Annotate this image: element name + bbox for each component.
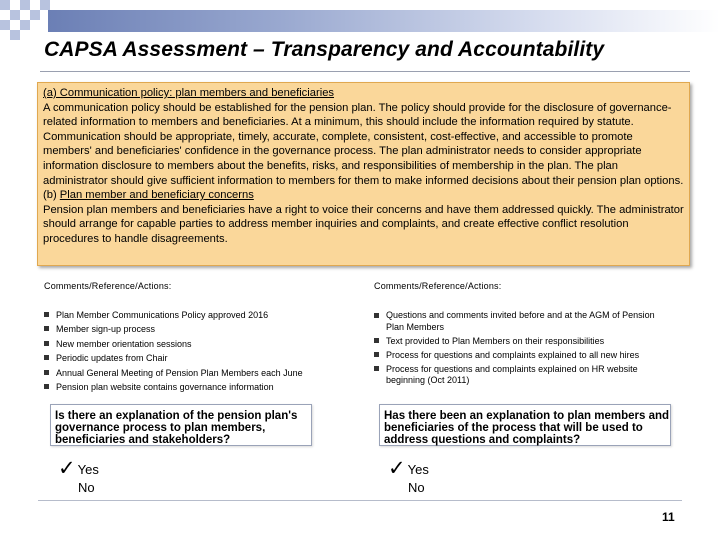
- list-item: Process for questions and complaints explained to all new hires: [374, 350, 674, 362]
- header-gradient-bar: [48, 10, 720, 32]
- policy-b-body: Pension plan members and beneficiaries have a right to voice their concerns and have them addressed quickly. The administrator should arrange for capable parties to address member inquiries and complaints, and create effective conflict resolution procedures to handle disagreements.: [43, 203, 684, 245]
- left-question: Is there an explanation of the pension plan's governance process to plan members, beneficiaries and stakeholders?: [55, 410, 298, 446]
- list-item: Periodic updates from Chair: [44, 351, 354, 365]
- right-no-label: No: [408, 480, 425, 495]
- list-item: New member orientation sessions: [44, 337, 354, 351]
- policy-a-heading: (a) Communication policy: plan members and beneficiaries: [43, 87, 335, 99]
- list-item: Pension plan website contains governance information: [44, 380, 354, 394]
- title-divider: [40, 71, 690, 72]
- page-title: CAPSA Assessment – Transparency and Accountability: [44, 38, 605, 61]
- list-item: Plan Member Communications Policy approved 2016: [44, 308, 354, 322]
- right-yes-label: Yes: [407, 462, 429, 477]
- policy-b-prefix: (b): [43, 189, 60, 202]
- left-answer-yes: [58, 455, 99, 480]
- right-answer-yes: [388, 455, 429, 480]
- list-item: Text provided to Plan Members on their responsibilities: [374, 336, 674, 348]
- list-item: Annual General Meeting of Pension Plan Members each June: [44, 366, 354, 380]
- left-comments-list: [44, 308, 354, 394]
- policy-text-box: [37, 82, 690, 266]
- policy-b-heading: Plan member and beneficiary concerns: [59, 189, 254, 202]
- left-question-box: [50, 404, 312, 446]
- left-comments-heading: Comments/Reference/Actions:: [44, 281, 172, 291]
- left-no-label: No: [78, 480, 95, 495]
- right-comments-heading: Comments/Reference/Actions:: [374, 281, 502, 291]
- list-item: Process for questions and complaints explained on HR website beginning (Oct 2011): [374, 364, 674, 387]
- policy-a-body: A communication policy should be established for the pension plan. The policy should provide for the disclosure of governance-related information to members and beneficiaries. At a minimum, this should include the information required by statute. Communication should be appropriate, timely, accurate, complete, consistent, cost-effective, and accessible to promote members' and beneficiaries' confidence in the governance process. The plan administrator needs to consider appropriate information disclosure to members about the benefits, risks, and responsibilities of membership in the plan. The plan administrator should give sufficient information to members for them to make informed decisions about their pension plan options.: [43, 101, 684, 187]
- list-item: Questions and comments invited before and at the AGM of Pension Plan Members: [374, 310, 674, 333]
- checkmark-icon: ✓: [388, 457, 406, 480]
- right-comments-list: [374, 310, 674, 389]
- right-question-box: [379, 404, 671, 446]
- left-yes-label: Yes: [77, 462, 99, 477]
- page-number: 11: [662, 510, 675, 524]
- footer-divider: [38, 500, 682, 501]
- list-item: Member sign-up process: [44, 322, 354, 336]
- right-question: Has there been an explanation to plan members and beneficiaries of the process that will be used to address questions and complaints?: [384, 410, 670, 446]
- checkmark-icon: ✓: [58, 457, 76, 480]
